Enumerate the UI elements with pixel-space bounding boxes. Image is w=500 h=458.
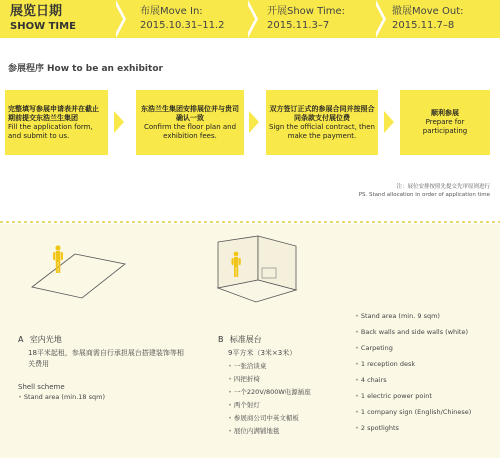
list-item: • Stand area (min.18 sqm) xyxy=(18,390,105,404)
note-en: PS. Stand allocation in order of application time xyxy=(358,192,490,198)
flow-arrow-icon xyxy=(114,111,124,133)
list-item: • 1 company sign (English/Chinese) xyxy=(355,404,471,420)
separator-arrow xyxy=(245,0,255,38)
period-label: 撤展Move Out: xyxy=(392,6,464,17)
list-item: • 四把折椅 xyxy=(228,373,311,386)
procedure-title-cn: 参展程序 xyxy=(8,64,45,74)
procedure-title xyxy=(8,61,163,74)
procedure-step-3 xyxy=(266,90,378,155)
separator-arrow xyxy=(373,0,383,38)
step-text-en: Prepare for participating xyxy=(422,118,468,135)
flow-arrow-icon xyxy=(384,111,394,133)
step-text-en: Sign the official contract, then make the payment. xyxy=(269,122,375,140)
space-only-floor-illustration xyxy=(20,232,130,302)
list-item: • 一张洽谈桌 xyxy=(228,360,311,373)
step-text-cn: 双方签订正式的参展合同并按照合同条款支付展位费 xyxy=(269,104,375,122)
step-text-en: Confirm the floor plan and exhibition fees. xyxy=(143,122,237,140)
period-date: 2015.11.3–7 xyxy=(267,20,330,31)
list-item: • 4 chairs xyxy=(355,372,471,388)
show-time-title-en: SHOW TIME xyxy=(10,21,76,32)
option-b-size: 9平方米（3米×3米） xyxy=(228,349,297,357)
period-show-time xyxy=(267,5,345,33)
procedure-note xyxy=(359,183,490,199)
option-a-description: 18平米起租，参展商需自行承担展台搭建装饰等相关费用 xyxy=(28,349,184,368)
option-title-cn: 室内光地 xyxy=(29,335,62,344)
period-label: 布展Move In: xyxy=(140,6,203,17)
show-time-title xyxy=(0,0,116,38)
list-item: • Stand area (min. 9 sqm) xyxy=(355,308,471,324)
procedure-step-4 xyxy=(400,90,490,155)
booth-options-panel xyxy=(0,224,500,458)
note-cn: 注：展位安排按照先提交先审原则进行 xyxy=(396,184,490,190)
option-a-title-en: Shell scheme xyxy=(18,383,65,391)
option-letter: B xyxy=(218,335,224,344)
procedure-step-1 xyxy=(5,90,108,155)
step-text-cn: 完整填写参展申请表并在截止期前提交东浩兰生集团 xyxy=(8,104,99,122)
option-title-cn: 标准展台 xyxy=(229,335,262,344)
step-text-en: Fill the application form, and submit to us. xyxy=(8,122,93,140)
period-label: 开展Show Time: xyxy=(267,6,346,17)
list-item: • Back walls and side walls (white) xyxy=(355,324,471,340)
list-item: • 两个射灯 xyxy=(228,399,311,412)
period-date: 2015.11.7–8 xyxy=(392,20,455,31)
list-item: • 参展商公司中英文楣板 xyxy=(228,412,311,425)
option-letter: A xyxy=(18,335,24,344)
show-time-title-cn: 展览日期 xyxy=(10,4,63,19)
list-item: • 2 spotlights xyxy=(355,420,471,436)
option-b-heading xyxy=(218,335,262,345)
step-text-cn: 东浩兰生集团安排展位并与贵司确认一致 xyxy=(141,104,239,122)
list-item: • 展位内满铺地毯 xyxy=(228,425,311,438)
list-item: • 1 electric power point xyxy=(355,388,471,404)
list-item: • Carpeting xyxy=(355,340,471,356)
separator-arrow xyxy=(113,0,123,38)
procedure-title-en: How to be an exhibitor xyxy=(47,64,163,74)
step-text-cn: 顺利参展 xyxy=(431,109,459,117)
option-a-heading xyxy=(18,335,62,345)
procedure-step-2 xyxy=(136,90,244,155)
schedule-bar xyxy=(0,0,500,38)
flow-arrow-icon xyxy=(249,111,259,133)
standard-booth-illustration xyxy=(200,232,310,308)
period-move-in xyxy=(140,5,225,33)
dotted-divider xyxy=(0,221,500,223)
person-icon xyxy=(53,245,63,273)
list-item: • 1 reception desk xyxy=(355,356,471,372)
period-date: 2015.10.31–11.2 xyxy=(140,20,225,31)
list-item: • 一个220V/800W电源插座 xyxy=(228,386,311,399)
period-move-out xyxy=(392,5,464,33)
option-b-items-en xyxy=(355,308,471,436)
option-b-items-cn xyxy=(228,360,311,438)
option-a-bullets xyxy=(18,390,105,404)
